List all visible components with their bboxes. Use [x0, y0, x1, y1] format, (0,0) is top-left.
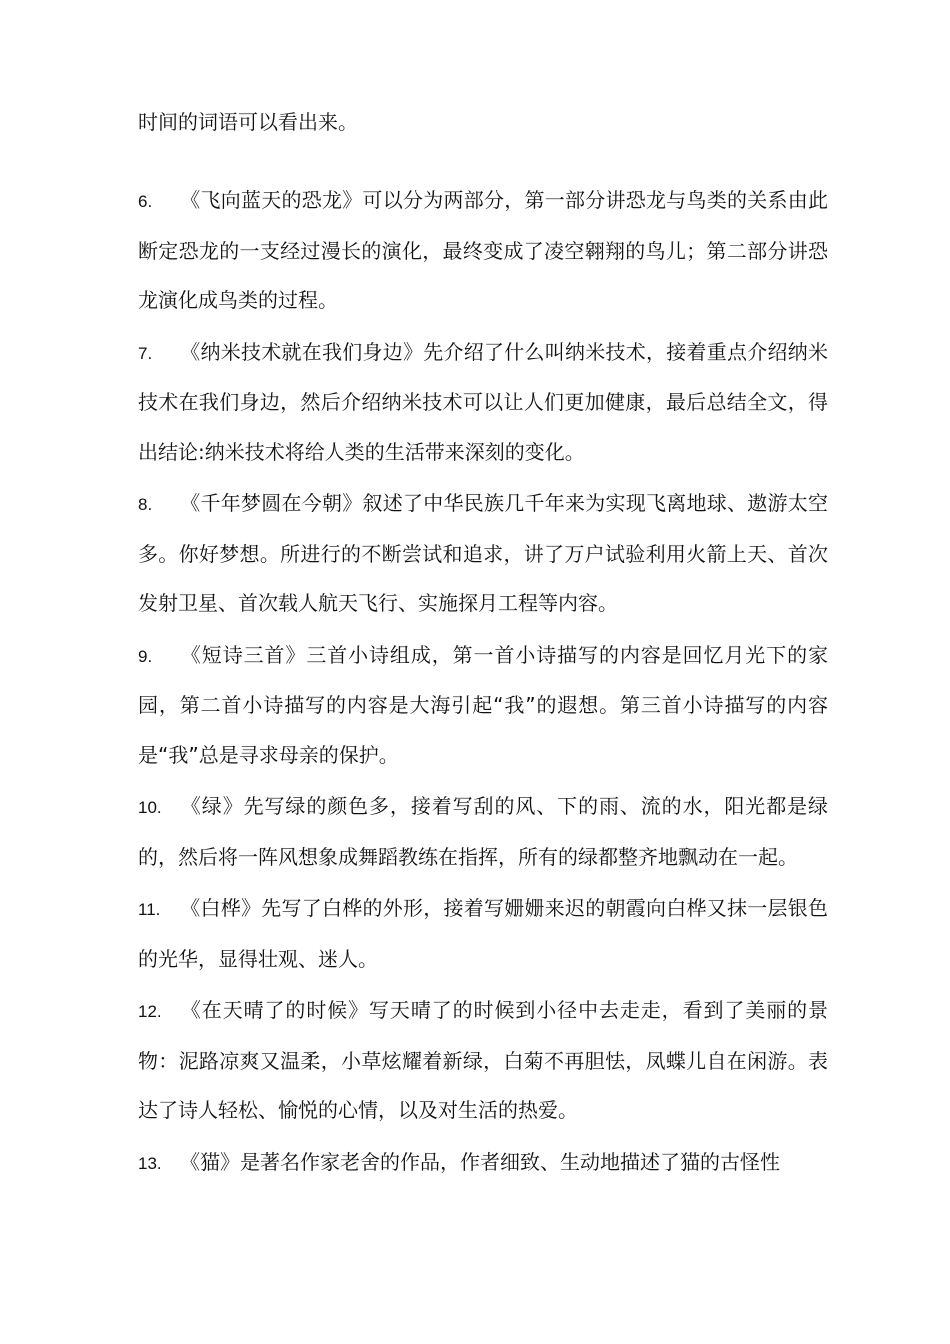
item-number: 6.: [138, 192, 153, 211]
item-text: 《猫》是著名作家老舍的作品，作者细致、生动地描述了猫的古怪性: [180, 1149, 780, 1174]
item-text: 《飞向蓝天的恐龙》可以分为两部分，第一部分讲恐龙与鸟类的关系由此断定恐龙的一支经过漫长的演化，最终变成了凌空翱翔的鸟儿；第二部分讲恐龙演化成鸟类的过程。: [138, 188, 828, 312]
item-number: 13.: [138, 1153, 162, 1173]
item-number: 8.: [138, 495, 153, 514]
item-number: 7.: [138, 343, 153, 363]
list-item: [138, 479, 828, 629]
item-text: 《千年梦圆在今朝》叙述了中华民族几千年来为实现飞离地球、遨游太空多。你好梦想。所进行的不断尝试和追求，讲了万户试验利用火箭上天、首次发射卫星、首次载人航天飞行、实施探月工程等内容。: [138, 491, 828, 615]
continuation-text: 时间的词语可以看出来。: [138, 110, 358, 134]
item-text: 《短诗三首》三首小诗组成，第一首小诗描写的内容是回忆月光下的家园，第二首小诗描写的内容是大海引起“我”的遐想。第三首小诗描写的内容是“我”总是寻求母亲的保护。: [138, 642, 828, 767]
item-number: 9.: [138, 646, 153, 666]
summary-list: [138, 176, 828, 1190]
item-text: 《白桦》先写了白桦的外形，接着写姗姗来迟的朝霞向白桦又抹一层银色的光华，显得壮观、迷人。: [138, 896, 828, 971]
item-number: 11.: [138, 900, 161, 919]
item-number: 12.: [138, 1002, 162, 1021]
list-item: [138, 986, 828, 1136]
list-item: [138, 1138, 828, 1189]
list-item: [138, 884, 828, 984]
item-number: 10.: [138, 798, 162, 817]
list-item: [138, 328, 828, 478]
item-text: 《在天晴了的时候》写天晴了的时候到小径中去走走，看到了美丽的景物：泥路凉爽又温柔，小草炫耀着新绿，白菊不再胆怯，凤蝶儿自在闲游。表达了诗人轻松、愉悦的心情，以及对生活的热爱。: [138, 998, 828, 1122]
list-item: [138, 631, 828, 781]
item-text: 《绿》先写绿的颜色多，接着写刮的风、下的雨、流的水，阳光都是绿的，然后将一阵风想象成舞蹈教练在指挥，所有的绿都整齐地飘动在一起。: [138, 794, 828, 869]
list-item: [138, 782, 828, 882]
item-text: 《纳米技术就在我们身边》先介绍了什么叫纳米技术，接着重点介绍纳米技术在我们身边，然后介绍纳米技术可以让人们更加健康，最后总结全文，得出结论:纳米技术将给人类的生活带来深刻的变化。: [138, 339, 828, 464]
list-item: [138, 176, 828, 326]
